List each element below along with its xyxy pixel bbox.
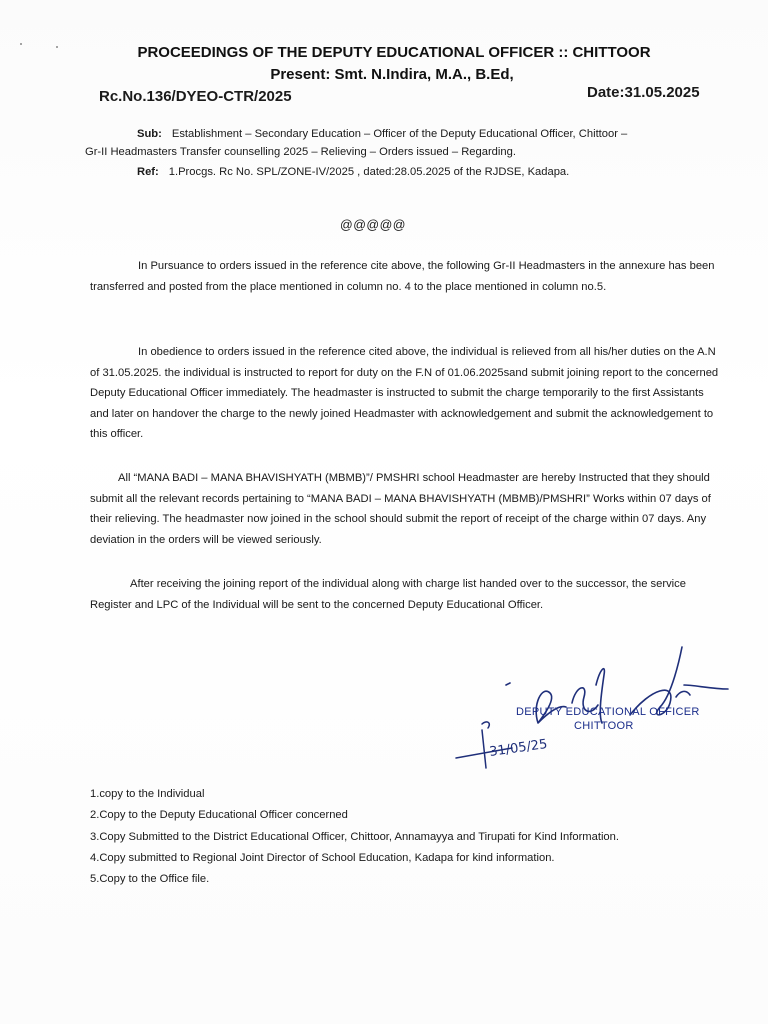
list-item: 4.Copy submitted to Regional Joint Director of School Education, Kadapa for kind information. — [90, 851, 555, 864]
reference-number: Rc.No.136/DYEO-CTR/2025 — [99, 88, 292, 105]
subject-line-1: Establishment – Secondary Education – Officer of the Deputy Educational Officer, Chittoor – — [171, 128, 628, 140]
paragraph-transfer: In Pursuance to orders issued in the reference cite above, the following Gr-II Headmasters in the annexure has been transferred and posted from the place mentioned in column no. 4 to the place mentioned in column no.5. — [90, 260, 715, 293]
list-item: 3.Copy Submitted to the District Educational Officer, Chittoor, Annamayya and Tirupati for Kind Information. — [90, 830, 619, 843]
handwritten-date-text: 31/05/25 — [488, 736, 549, 760]
separator-marks: @@@@@ — [340, 218, 406, 232]
paragraph-relieving: In obedience to orders issued in the reference cited above, the individual is relieved from all his/her duties on the A.N of 31.05.2025. the individual is instructed to report for duty on the F.N of 01.06.2025sand submit joining report to the concerned Deputy Educational Officer immediately. The headmaster is instructed to submit the charge temporarily to the first Assistants and later on handover the charge to the newly joined Headmaster with acknowledgement and submit the acknowledgement to this officer. — [90, 346, 719, 440]
paragraph-joining-report: After receiving the joining report of the individual along with charge list handed over to the successor, the service Register and LPC of the Individual will be sent to the concerned Deputy Educational Officer. — [90, 578, 686, 611]
paragraph-mbmb: All “MANA BADI – MANA BHAVISHYATH (MBMB)”/ PMSHRI school Headmaster are hereby Instructed that they should submit all the relevant records pertaining to “MANA BADI – MANA BHAVISHYATH (MBMB)/PMSHRI” Works within 07 days of their relieving. The headmaster now joined in the school should submit the report of receipt of the charge within 07 days. Any deviation in the orders will be viewed seriously. — [90, 472, 711, 546]
subject-label: Sub: — [137, 128, 162, 140]
document-title: PROCEEDINGS OF THE DEPUTY EDUCATIONAL OFFICER :: CHITTOOR — [137, 44, 651, 61]
signature-designation: DEPUTY EDUCATIONAL OFFICER — [516, 706, 700, 718]
list-item: 2.Copy to the Deputy Educational Officer concerned — [90, 809, 348, 822]
handwritten-date — [452, 716, 562, 772]
subject-block — [85, 125, 737, 161]
copy-list — [90, 784, 730, 890]
present-officer: Present: Smt. N.Indira, M.A., B.Ed, — [270, 66, 514, 83]
document-date: Date:31.05.2025 — [587, 84, 700, 101]
reference-label: Ref: — [137, 166, 159, 178]
list-item: 1.copy to the Individual — [90, 788, 205, 800]
subject-line-2: Gr-II Headmasters Transfer counselling 2025 – Relieving – Orders issued – Regarding. — [85, 146, 516, 158]
reference-text: 1.Procgs. Rc No. SPL/ZONE-IV/2025 , dated:28.05.2025 of the RJDSE, Kadapa. — [168, 166, 570, 178]
list-item: 5.Copy to the Office file. — [90, 873, 210, 886]
signature-place: CHITTOOR — [574, 720, 634, 732]
reference-block — [137, 166, 717, 178]
